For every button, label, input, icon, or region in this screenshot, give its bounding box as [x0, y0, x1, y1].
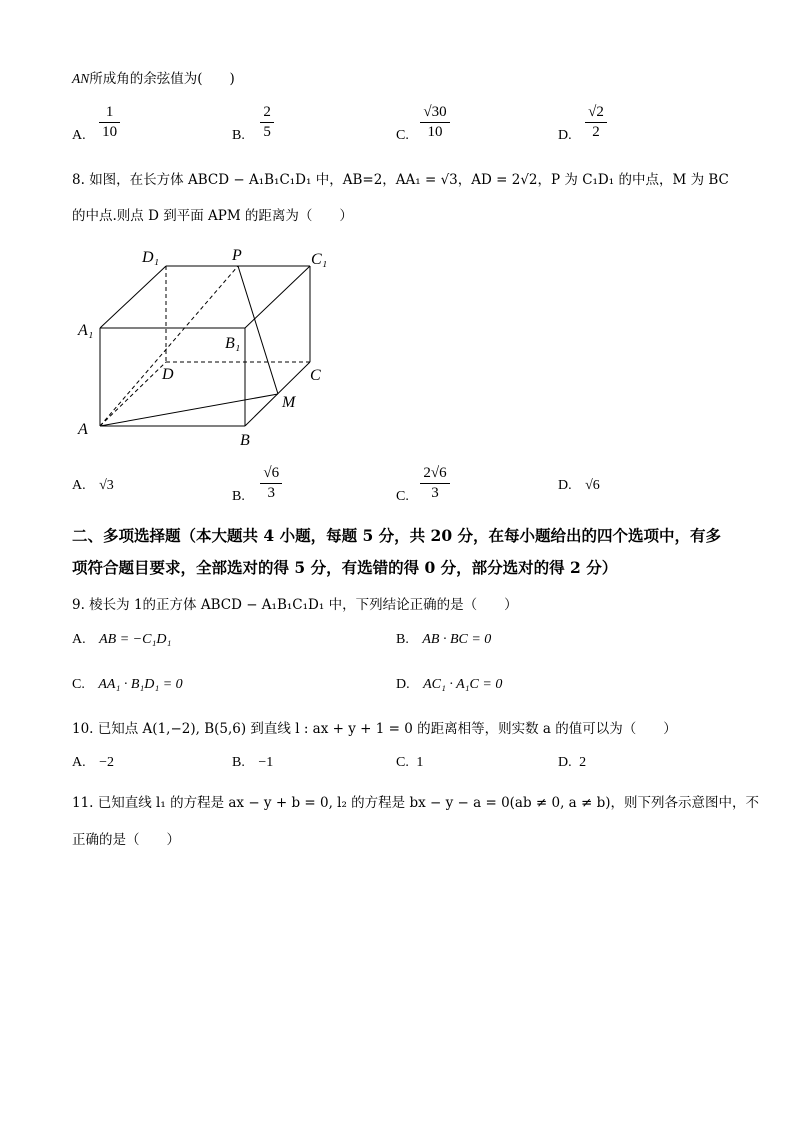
numerator: √2: [588, 104, 604, 120]
segment-pm: [238, 266, 278, 394]
q7-option-b: [232, 103, 274, 142]
fraction: [260, 464, 282, 503]
option-letter: A.: [72, 632, 86, 647]
label-m: M: [282, 394, 296, 411]
option-letter: A.: [72, 128, 86, 144]
option-letter: D.: [558, 755, 572, 770]
numerator: 2: [263, 104, 271, 120]
question-number: 8.: [72, 172, 85, 188]
option-value: AC₁ · A₁C = 0: [423, 677, 503, 692]
label-c: C: [310, 367, 321, 384]
label-a1: A₁: [78, 322, 94, 339]
option-letter: D.: [558, 478, 572, 493]
q8-text-line1: 如图，在长方体 ABCD − A₁B₁C₁D₁ 中，AB=2，AA₁ = √3，AD = 2√2，P 为 C₁D₁ 的中点，M 为 BC: [89, 172, 729, 188]
label-b: B: [240, 432, 250, 449]
q9-stem: 9. 棱长为 1的正方体 ABCD − A₁B₁C₁D₁ 中，下列结论正确的是（ ）: [72, 597, 518, 613]
q9-option-c: [72, 677, 183, 693]
option-letter: B.: [232, 489, 245, 505]
option-letter: D.: [558, 128, 572, 144]
q8-option-b: [232, 464, 282, 503]
label-a: A: [78, 421, 88, 438]
q8-text-line2: 的中点.则点 D 到平面 APM 的距离为（ ）: [72, 208, 353, 224]
cuboid-figure: [70, 240, 350, 455]
option-value: AA₁ · B₁D₁ = 0: [98, 677, 183, 692]
edge-a1d1: [100, 266, 166, 328]
q9-option-d: [396, 677, 502, 693]
numerator: 1: [105, 104, 114, 120]
denominator: 3: [260, 483, 282, 503]
denominator: 3: [420, 483, 449, 503]
option-letter: B.: [232, 128, 245, 144]
numerator: √6: [263, 465, 280, 481]
option-letter: A.: [72, 755, 86, 770]
option-letter: A.: [72, 478, 86, 493]
option-value: AB = −C₁D₁: [99, 632, 172, 647]
option-letter: C.: [396, 489, 409, 505]
fraction: [99, 103, 120, 142]
fraction: [420, 103, 449, 142]
denominator: 10: [420, 122, 449, 142]
q9-option-b: [396, 632, 491, 648]
segment-am: [100, 394, 278, 426]
q10-option-c: [396, 755, 423, 771]
q11-stem-line1: 11. 已知直线 l₁ 的方程是 ax − y + b = 0, l₂ 的方程是 bx − y − a = 0(ab ≠ 0, a ≠ b)，则下列各示意图中，不: [72, 795, 760, 811]
option-value: AB · BC = 0: [422, 632, 492, 647]
q7-prefix: AN: [72, 71, 90, 86]
option-value: −2: [99, 755, 115, 770]
fraction: [260, 103, 274, 142]
option-letter: C.: [396, 128, 409, 144]
q8-option-d: [558, 478, 600, 494]
q7-option-d: [558, 103, 607, 142]
fraction: [585, 103, 607, 142]
denominator: 5: [260, 122, 274, 142]
numerator: √30: [423, 104, 447, 120]
option-value: 1: [416, 755, 424, 770]
section-heading-line1: 二、多项选择题（本大题共 4 小题，每题 5 分，共 20 分，在每小题给出的四个选项中，有多: [72, 526, 722, 545]
q7-option-c: [396, 103, 450, 142]
option-letter: B.: [232, 755, 245, 770]
label-b1: B₁: [225, 335, 241, 352]
label-p: P: [232, 247, 242, 264]
option-letter: D.: [396, 677, 410, 692]
label-c1: C₁: [311, 251, 328, 268]
option-value: √6: [585, 478, 600, 493]
option-letter: C.: [72, 677, 85, 692]
q10-stem: 10. 已知点 A(1,−2), B(5,6) 到直线 l : ax + y + 1 = 0 的距离相等，则实数 a 的值可以为（ ）: [72, 721, 677, 737]
option-value: −1: [258, 755, 274, 770]
fraction: [420, 464, 449, 503]
q8-stem-line1: [72, 168, 729, 188]
numerator: 2√6: [423, 465, 447, 481]
q9-option-a: [72, 632, 171, 648]
segment-ap-hidden: [100, 266, 241, 426]
q8-option-a: [72, 478, 114, 494]
q10-option-a: [72, 755, 114, 771]
option-value: 2: [579, 755, 587, 770]
q7-cont-text: 所成角的余弦值为( ): [89, 71, 235, 87]
label-d: D: [162, 366, 174, 383]
section-heading-line2: 项符合题目要求，全部选对的得 5 分，有选错的得 0 分，部分选对的得 2 分）: [72, 558, 618, 577]
q7-continuation: [72, 67, 235, 87]
option-letter: C.: [396, 755, 409, 770]
q8-option-c: [396, 464, 450, 503]
label-d1: D₁: [142, 249, 160, 266]
q11-stem-line2: 正确的是（ ）: [72, 832, 180, 848]
q7-option-a: [72, 103, 120, 142]
denominator: 2: [585, 122, 607, 142]
option-letter: B.: [396, 632, 409, 647]
q10-option-b: [232, 755, 273, 771]
q10-option-d: [558, 755, 586, 771]
option-value: √3: [99, 478, 114, 493]
q8-stem-line2: [72, 204, 353, 224]
denominator: 10: [99, 122, 120, 142]
